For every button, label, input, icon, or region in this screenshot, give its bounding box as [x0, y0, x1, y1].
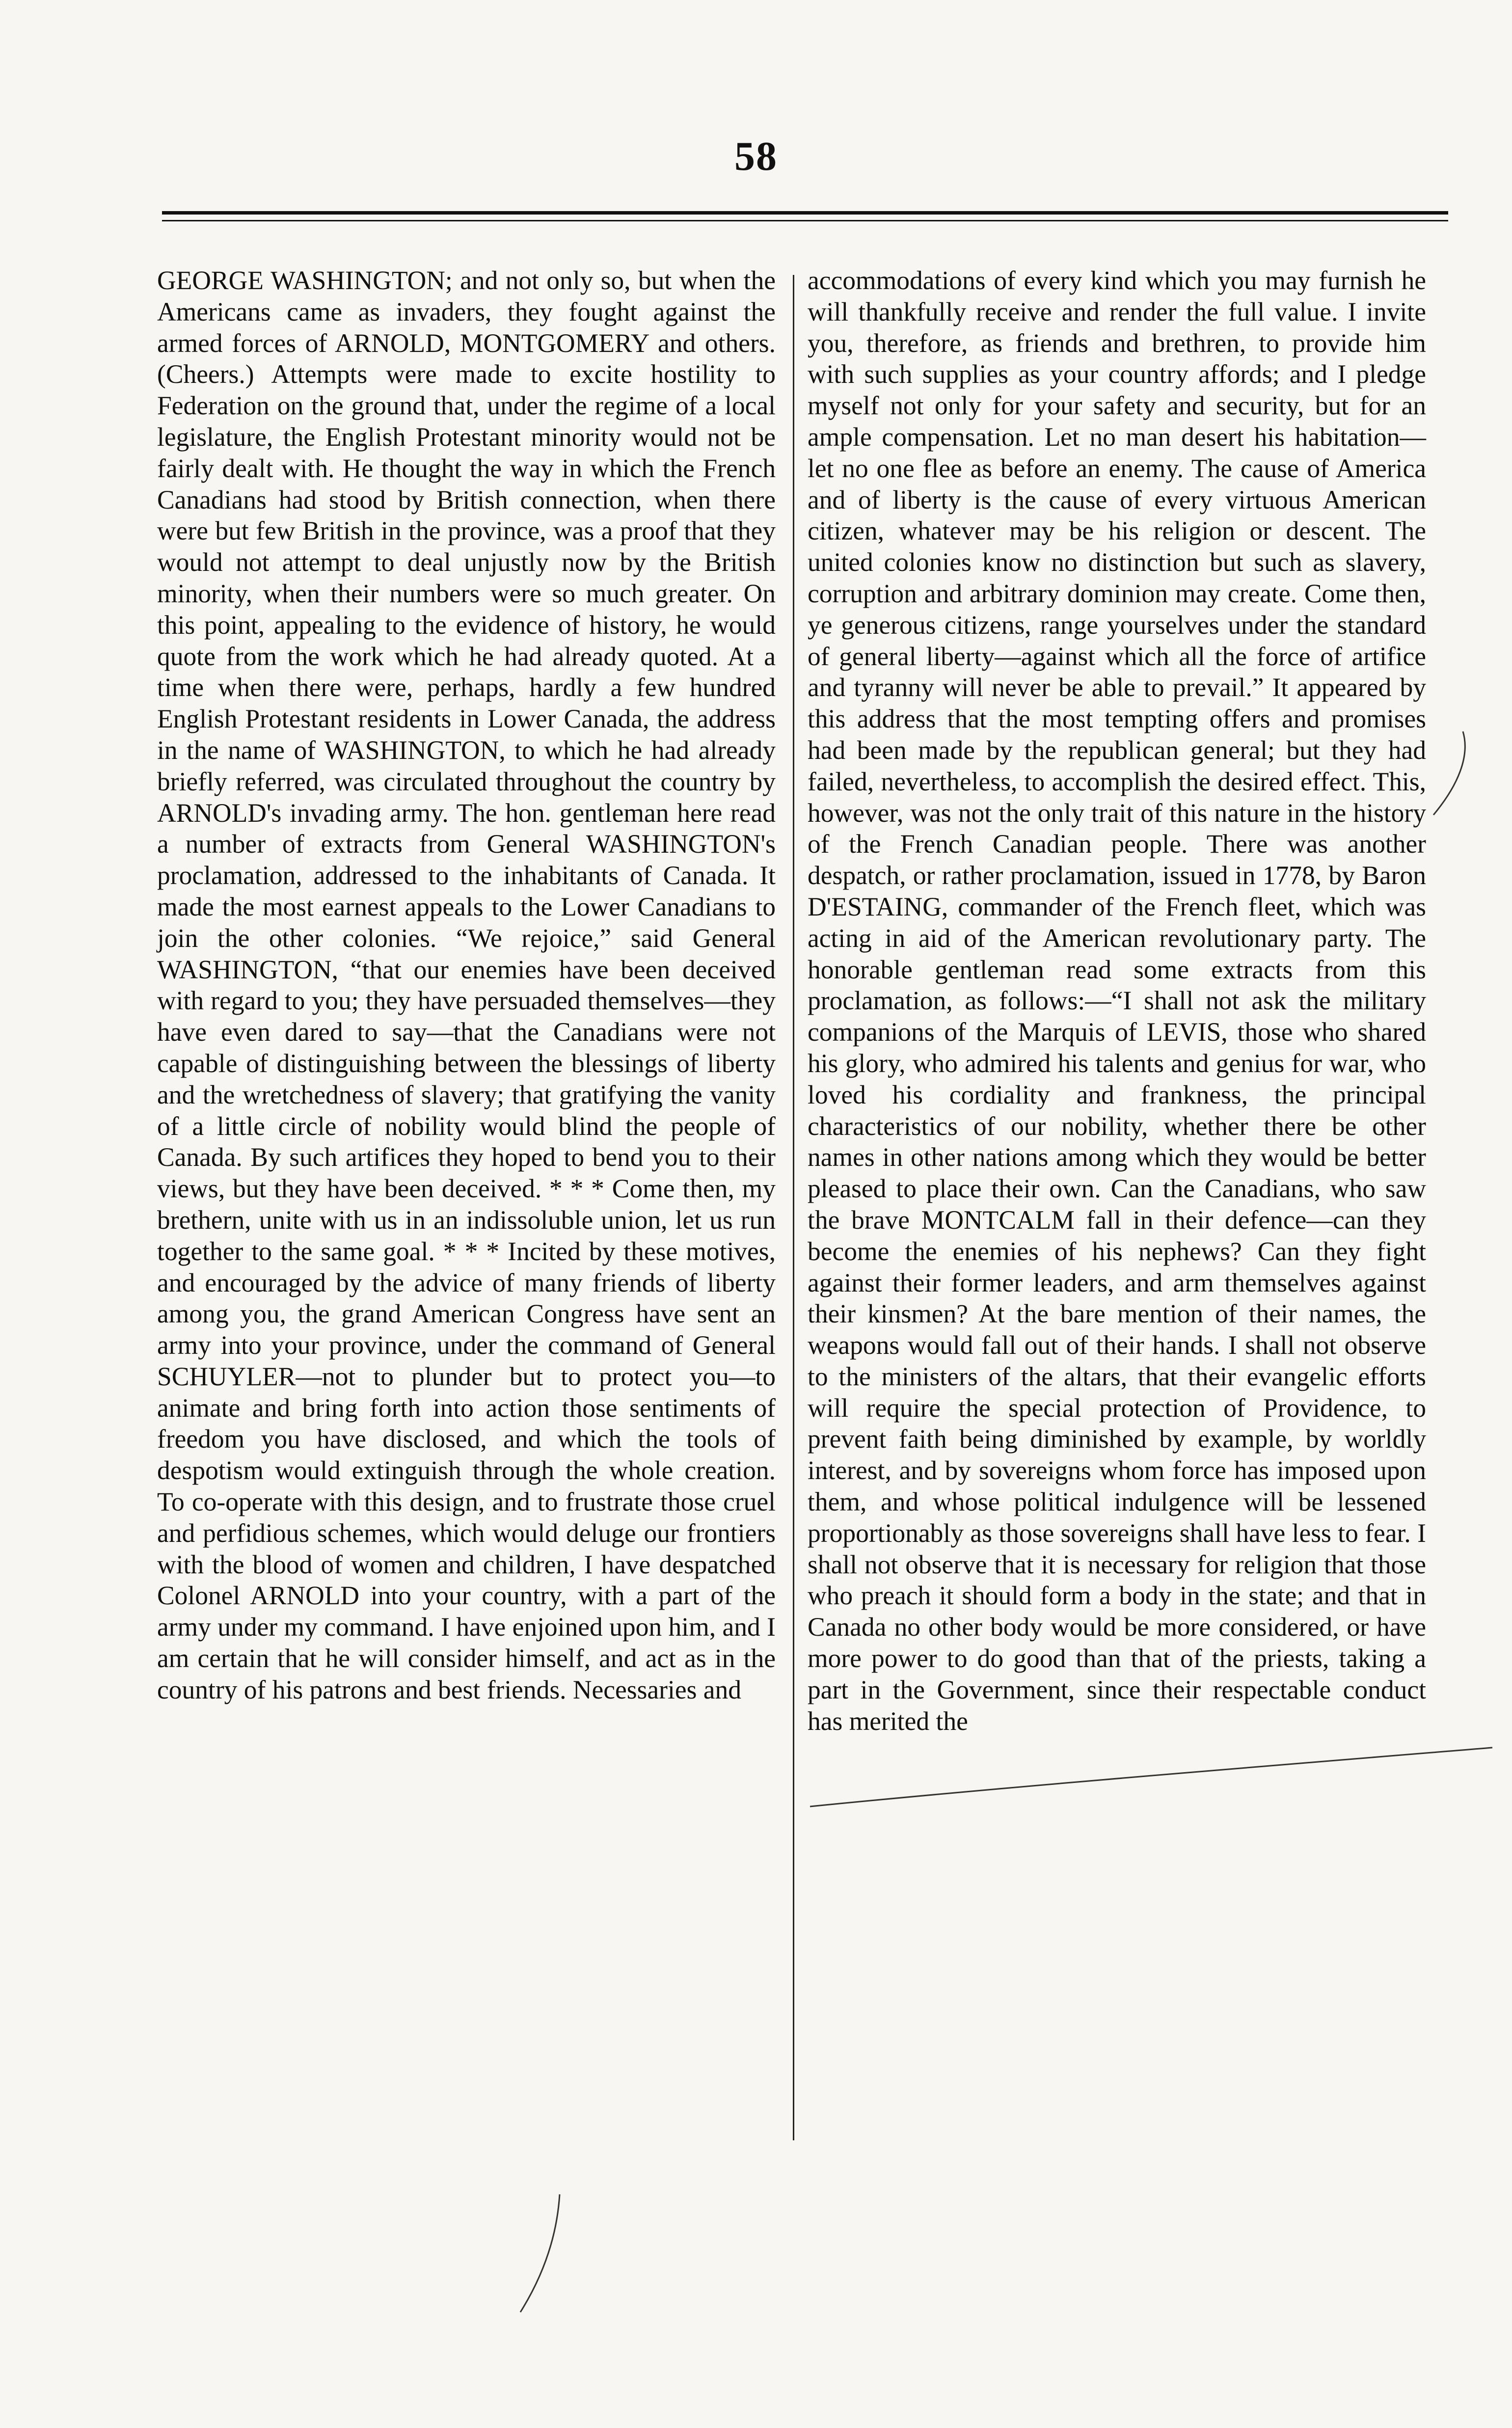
left-column — [157, 265, 776, 1706]
left-column-text: GEORGE WASHINGTON; and not only so, but when the Americans came as invaders, they fought against the armed forces of ARNOLD, MONTGOMERY and others. (Cheers.) Attempts were made to excite hostility to Federation on the ground that, under the regime of a local legislature, the English Protestant minority would not be fairly dealt with. He thought the way in which the French Canadians had stood by British connection, when there were but few British in the province, was a proof that they would not attempt to deal unjustly now by the British minority, when their numbers were so much greater. On this point, appealing to the evidence of history, he would quote from the work which he had already quoted. At a time when there were, perhaps, hardly a few hundred English Protestant residents in Lower Canada, the address in the name of WASHINGTON, to which he had already briefly referred, was circulated throughout the country by ARNOLD's invading army. The hon. gentleman here read a number of extracts from General WASHINGTON's proclamation, addressed to the inhabitants of Canada. It made the most earnest appeals to the Lower Canadians to join the other colonies. “We rejoice,” said General WASHINGTON, “that our enemies have been deceived with regard to you; they have persuaded themselves—they have even dared to say—that the Canadians were not capable of distinguishing between the blessings of liberty and the wretchedness of slavery; that gratifying the vanity of a little circle of nobility would blind the people of Canada. By such artifices they hoped to bend you to their views, but they have been deceived. * * * Come then, my brethern, unite with us in an indissoluble union, let us run together to the same goal. * * * Incited by these motives, and encouraged by the advice of many friends of liberty among you, the grand American Congress have sent an army into your province, under the command of General SCHUYLER—not to plunder but to protect you—to animate and bring forth into action those sentiments of freedom you have disclosed, and which the tools of despotism would extinguish through the whole creation. To co-operate with this design, and to frustrate those cruel and perfidious schemes, which would deluge our frontiers with the blood of women and children, I have despatched Colonel ARNOLD into your country, with a part of the army under my command. I have enjoined upon him, and I am certain that he will consider himself, and act as in the country of his patrons and best friends. Necessaries and — [157, 266, 776, 1704]
pencil-mark-bottom — [511, 2189, 569, 2317]
pencil-mark-strike — [810, 1738, 1497, 1816]
header-rule-thin — [162, 220, 1448, 221]
header-rule-thick — [162, 211, 1448, 215]
page-number: 58 — [734, 134, 778, 179]
pencil-mark-margin — [1424, 727, 1483, 825]
right-column — [808, 265, 1426, 1737]
column-divider — [793, 275, 794, 2140]
right-column-text: accommodations of every kind which you may furnish he will thankfully receive and render the full value. I invite you, therefore, as friends and brethren, to provide him with such supplies as your country affords; and I pledge myself not only for your safety and security, but for an ample compensation. Let no man desert his habitation—let no one flee as before an enemy. The cause of America and of liberty is the cause of every virtuous American citizen, whatever may be his religion or descent. The united colonies know no distinction but such as slavery, corruption and arbitrary dominion may create. Come then, ye generous citizens, range yourselves under the standard of general liberty—against which all the force of artifice and tyranny will never be able to prevail.” It appeared by this address that the most tempting offers and promises had been made by the republican general; but they had failed, nevertheless, to accomplish the desired effect. This, however, was not the only trait of this nature in the history of the French Canadian people. There was another despatch, or rather proclamation, issued in 1778, by Baron D'ESTAING, commander of the French fleet, which was acting in aid of the American revolutionary party. The honorable gentleman read some extracts from this proclamation, as follows:—“I shall not ask the military companions of the Marquis of LEVIS, those who shared his glory, who admired his talents and genius for war, who loved his cordiality and frankness, the principal characteristics of our nobility, whether there be other names in other nations among which they would be better pleased to place their own. Can the Canadians, who saw the brave MONTCALM fall in their defence—can they become the enemies of his nephews? Can they fight against their former leaders, and arm themselves against their kinsmen? At the bare mention of their names, the weapons would fall out of their hands. I shall not observe to the ministers of the altars, that their evangelic efforts will require the special protection of Providence, to prevent faith being diminished by example, by worldly interest, and by sovereigns whom force has imposed upon them, and whose political indulgence will be lessened proportionably as those sovereigns shall have less to fear. I shall not observe that it is necessary for religion that those who preach it should form a body in the state; and that in Canada no other body would be more considered, or have more power to do good than that of the priests, taking a part in the Government, since their respectable conduct has merited the — [808, 266, 1426, 1736]
